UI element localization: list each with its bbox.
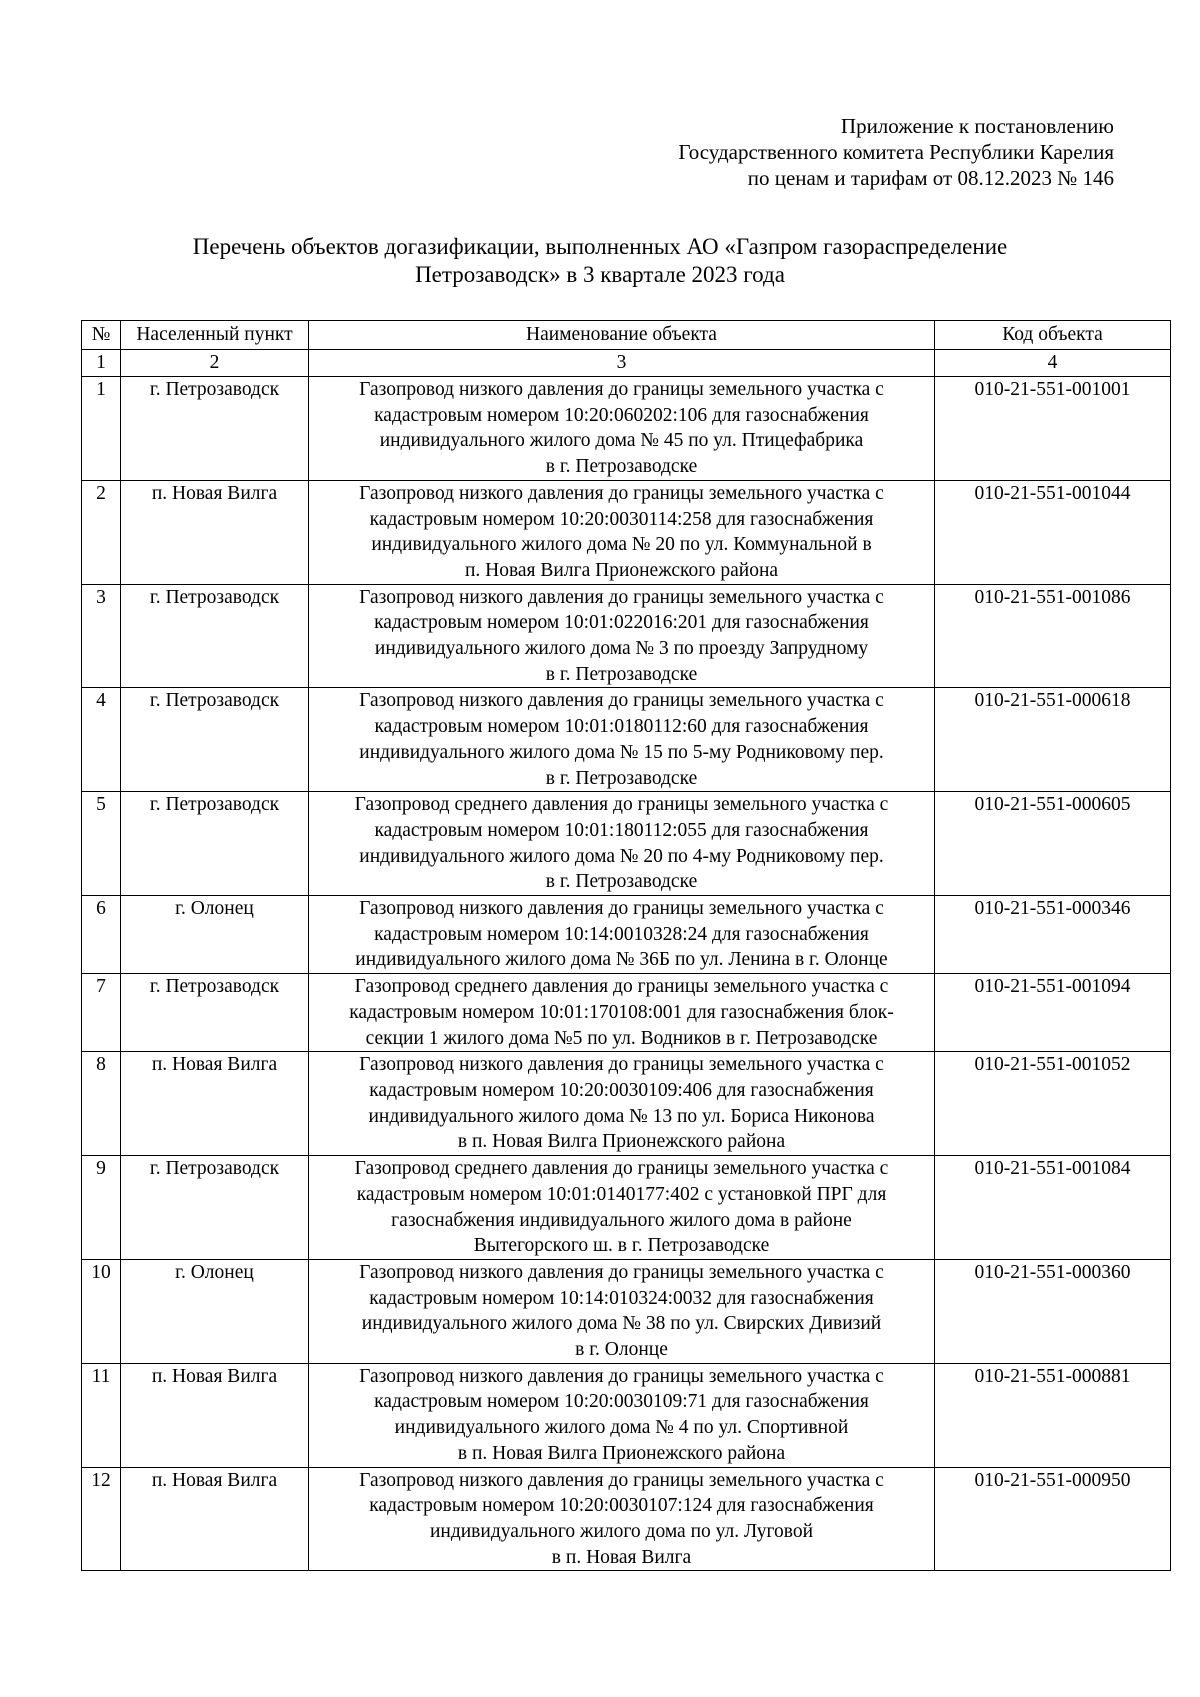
row-object-code: 010-21-551-001001 (935, 377, 1171, 481)
row-number: 8 (82, 1052, 121, 1156)
object-name-line: Газопровод низкого давления до границы земельного участка с (359, 586, 884, 608)
row-number: 1 (82, 377, 121, 481)
row-place: г. Олонец (121, 896, 309, 974)
row-place: г. Петрозаводск (121, 688, 309, 792)
row-place: п. Новая Вилга (121, 480, 309, 584)
object-name-line: кадастровым номером 10:14:010324:0032 для газоснабжения (369, 1287, 874, 1309)
row-object-code: 010-21-551-000346 (935, 896, 1171, 974)
row-place: г. Петрозаводск (121, 377, 309, 481)
header-object-code: Код объекта (935, 321, 1171, 350)
table-row (82, 1052, 1171, 1156)
row-object-name (309, 1363, 935, 1467)
row-place: п. Новая Вилга (121, 1363, 309, 1467)
appendix-line: Приложение к постановлению (840, 114, 1114, 138)
row-object-name (309, 1052, 935, 1156)
row-object-name (309, 377, 935, 481)
object-name-line: Газопровод низкого давления до границы земельного участка с (359, 1469, 884, 1491)
object-name-line: секции 1 жилого дома №5 по ул. Водников в г. Петрозаводске (365, 1027, 878, 1049)
table-row (82, 792, 1171, 896)
row-place: п. Новая Вилга (121, 1467, 309, 1571)
object-name-line: Газопровод низкого давления до границы земельного участка с (359, 898, 884, 920)
row-object-name (309, 480, 935, 584)
row-object-code: 010-21-551-001052 (935, 1052, 1171, 1156)
object-name-line: индивидуального жилого дома № 15 по 5-му Родниковому пер. (359, 741, 884, 763)
row-number: 7 (82, 974, 121, 1052)
object-name-line: п. Новая Вилга Прионежского района (464, 559, 779, 581)
table-row (82, 688, 1171, 792)
column-number-row (82, 350, 1171, 377)
table-row (82, 480, 1171, 584)
row-object-code: 010-21-551-001044 (935, 480, 1171, 584)
row-object-code: 010-21-551-001086 (935, 584, 1171, 688)
object-name-line: кадастровым номером 10:01:170108:001 для газоснабжения блок- (349, 1001, 894, 1023)
row-place: п. Новая Вилга (121, 1052, 309, 1156)
row-number: 6 (82, 896, 121, 974)
object-name-line: Газопровод среднего давления до границы земельного участка с (354, 794, 889, 816)
object-name-line: Газопровод низкого давления до границы земельного участка с (359, 482, 884, 504)
appendix-note (678, 113, 1114, 191)
object-name-line: кадастровым номером 10:20:0030114:258 для газоснабжения (369, 508, 874, 530)
row-number: 9 (82, 1156, 121, 1260)
row-object-code: 010-21-551-000360 (935, 1259, 1171, 1363)
object-name-line: Газопровод среднего давления до границы земельного участка с (354, 1158, 889, 1180)
row-number: 5 (82, 792, 121, 896)
object-name-line: в г. Петрозаводске (545, 663, 698, 685)
object-name-line: кадастровым номером 10:01:022016:201 для газоснабжения (374, 612, 869, 634)
object-name-line: кадастровым номером 10:01:180112:055 для газоснабжения (374, 819, 869, 841)
table-row (82, 1156, 1171, 1260)
column-number: 2 (121, 350, 309, 377)
object-name-line: кадастровым номером 10:01:0140177:402 с установкой ПРГ для (356, 1183, 887, 1205)
object-name-line: в п. Новая Вилга Прионежского района (457, 1131, 786, 1153)
row-object-code: 010-21-551-000618 (935, 688, 1171, 792)
title-line: Перечень объектов догазификации, выполненных АО «Газпром газораспределение (192, 234, 1008, 259)
table-row (82, 377, 1171, 481)
document-title (80, 233, 1120, 289)
object-name-line: Газопровод среднего давления до границы земельного участка с (354, 976, 889, 998)
row-object-code: 010-21-551-001094 (935, 974, 1171, 1052)
table-row (82, 896, 1171, 974)
object-name-line: кадастровым номером 10:20:0030107:124 для газоснабжения (369, 1495, 874, 1517)
object-name-line: Газопровод низкого давления до границы земельного участка с (359, 690, 884, 712)
row-object-name (309, 1467, 935, 1571)
row-number: 4 (82, 688, 121, 792)
header-object-name: Наименование объекта (309, 321, 935, 350)
object-name-line: индивидуального жилого дома № 4 по ул. Спортивной (394, 1417, 849, 1439)
row-object-code: 010-21-551-000605 (935, 792, 1171, 896)
object-name-line: индивидуального жилого дома № 20 по ул. Коммунальной в (371, 534, 872, 556)
appendix-line: Государственного комитета Республики Карелия (678, 140, 1114, 164)
object-name-line: кадастровым номером 10:20:0030109:71 для газоснабжения (374, 1391, 869, 1413)
object-name-line: индивидуального жилого дома по ул. Луговой (429, 1520, 814, 1542)
object-name-line: в г. Петрозаводске (545, 456, 698, 478)
appendix-line: по ценам и тарифам от 08.12.2023 № 146 (747, 166, 1114, 190)
object-name-line: индивидуального жилого дома № 13 по ул. Бориса Никонова (368, 1105, 875, 1127)
row-number: 2 (82, 480, 121, 584)
header-number: № (82, 321, 121, 350)
table-row (82, 1467, 1171, 1571)
row-number: 11 (82, 1363, 121, 1467)
object-name-line: в г. Олонце (575, 1339, 668, 1361)
table-row (82, 1259, 1171, 1363)
table-body (82, 377, 1171, 1571)
object-name-line: индивидуального жилого дома № 3 по проезду Запрудному (374, 638, 869, 660)
header-place: Населенный пункт (121, 321, 309, 350)
row-object-name (309, 1156, 935, 1260)
objects-table (81, 320, 1171, 1571)
table-row (82, 974, 1171, 1052)
object-name-line: Газопровод низкого давления до границы земельного участка с (359, 1261, 884, 1283)
column-number: 1 (82, 350, 121, 377)
row-number: 12 (82, 1467, 121, 1571)
object-name-line: индивидуального жилого дома № 45 по ул. Птицефабрика (379, 430, 864, 452)
object-name-line: Газопровод низкого давления до границы земельного участка с (359, 1054, 884, 1076)
row-place: г. Олонец (121, 1259, 309, 1363)
object-name-line: индивидуального жилого дома № 38 по ул. Свирских Дивизий (361, 1313, 882, 1335)
row-object-code: 010-21-551-000950 (935, 1467, 1171, 1571)
row-object-name (309, 688, 935, 792)
object-name-line: в г. Петрозаводске (545, 767, 698, 789)
row-object-name (309, 974, 935, 1052)
object-name-line: кадастровым номером 10:20:0030109:406 для газоснабжения (369, 1079, 874, 1101)
object-name-line: Вытегорского ш. в г. Петрозаводске (473, 1235, 770, 1257)
title-line: Петрозаводск» в 3 квартале 2023 года (415, 262, 785, 287)
object-name-line: Газопровод низкого давления до границы земельного участка с (359, 379, 884, 400)
column-number: 4 (935, 350, 1171, 377)
row-number: 3 (82, 584, 121, 688)
row-place: г. Петрозаводск (121, 974, 309, 1052)
row-object-name (309, 896, 935, 974)
object-name-line: Газопровод низкого давления до границы земельного участка с (359, 1365, 884, 1387)
object-name-line: в п. Новая Вилга Прионежского района (457, 1442, 786, 1464)
object-name-line: кадастровым номером 10:14:0010328:24 для газоснабжения (374, 923, 869, 945)
row-number: 10 (82, 1259, 121, 1363)
object-name-line: в п. Новая Вилга (551, 1546, 692, 1568)
table-row (82, 1363, 1171, 1467)
object-name-line: индивидуального жилого дома № 36Б по ул. Ленина в г. Олонце (355, 949, 888, 971)
row-object-name (309, 584, 935, 688)
object-name-line: в г. Петрозаводске (545, 871, 698, 893)
object-name-line: кадастровым номером 10:01:0180112:60 для газоснабжения (374, 716, 869, 738)
object-name-line: индивидуального жилого дома № 20 по 4-му Родниковому пер. (359, 845, 884, 867)
object-name-line: кадастровым номером 10:20:060202:106 для газоснабжения (374, 404, 869, 426)
row-place: г. Петрозаводск (121, 792, 309, 896)
row-place: г. Петрозаводск (121, 1156, 309, 1260)
row-place: г. Петрозаводск (121, 584, 309, 688)
object-name-line: газоснабжения индивидуального жилого дома в районе (391, 1209, 852, 1231)
row-object-name (309, 1259, 935, 1363)
column-number: 3 (309, 350, 935, 377)
row-object-name (309, 792, 935, 896)
header-row (82, 321, 1171, 350)
table-row (82, 584, 1171, 688)
row-object-code: 010-21-551-001084 (935, 1156, 1171, 1260)
row-object-code: 010-21-551-000881 (935, 1363, 1171, 1467)
